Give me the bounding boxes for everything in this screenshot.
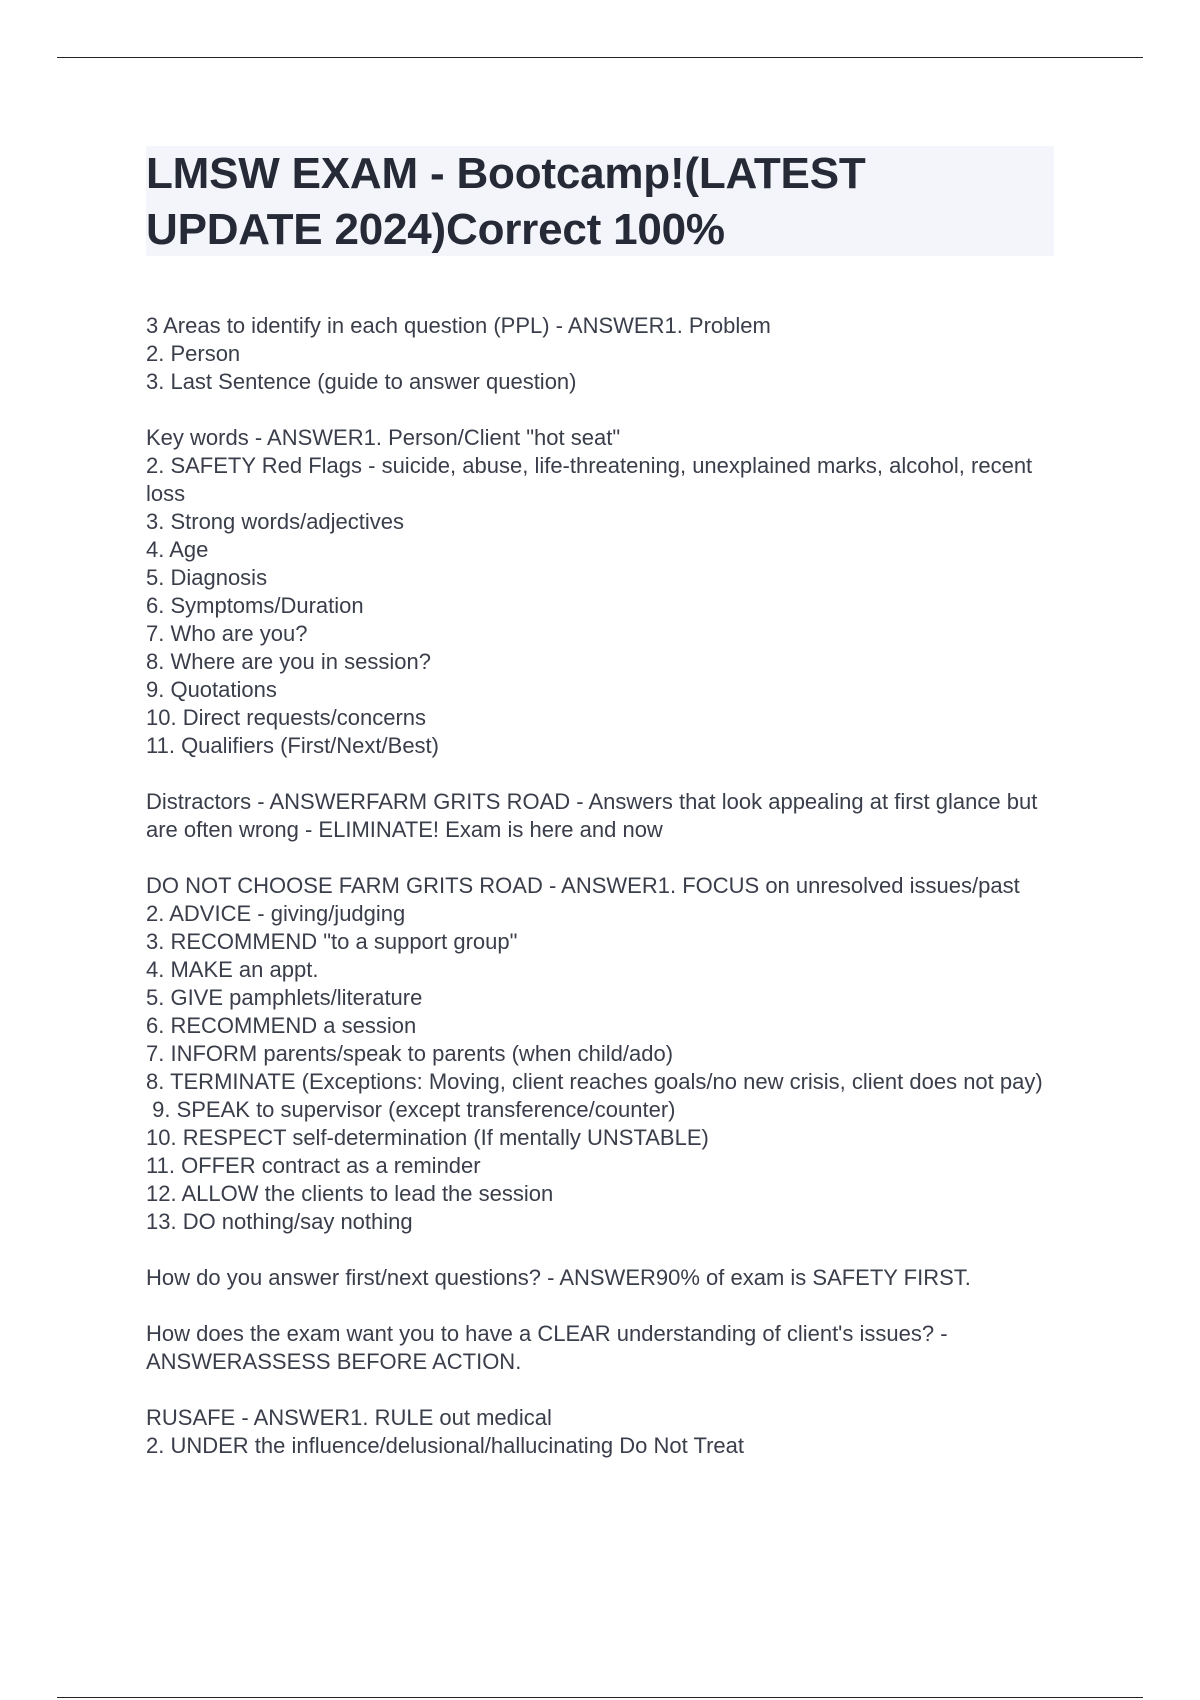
text-line: Distractors - ANSWERFARM GRITS ROAD - Answers that look appealing at first glance but are often wrong - ELIMINATE! Exam is here and now [146, 789, 1044, 842]
text-line: 9. SPEAK to supervisor (except transference/counter) [146, 1097, 676, 1122]
text-line: RUSAFE - ANSWER1. RULE out medical [146, 1405, 552, 1430]
text-line: 2. UNDER the influence/delusional/hallucinating Do Not Treat [146, 1433, 744, 1458]
qa-block-key-words [146, 424, 1056, 760]
text-line: Key words - ANSWER1. Person/Client "hot seat" [146, 425, 621, 450]
text-line: 10. Direct requests/concerns [146, 705, 427, 730]
text-line: How does the exam want you to have a CLEAR understanding of client's issues? - ANSWERASSESS BEFORE ACTION. [146, 1321, 953, 1374]
qa-block-clear-understanding [146, 1320, 1056, 1376]
text-line: 5. Diagnosis [146, 565, 268, 590]
text-line: 5. GIVE pamphlets/literature [146, 985, 423, 1010]
text-line: 3. RECOMMEND "to a support group" [146, 929, 518, 954]
text-line: 12. ALLOW the clients to lead the session [146, 1181, 554, 1206]
text-line: 3. Strong words/adjectives [146, 509, 405, 534]
text-line: 3 Areas to identify in each question (PPL) - ANSWER1. Problem [146, 313, 771, 338]
text-line: 7. INFORM parents/speak to parents (when child/ado) [146, 1041, 674, 1066]
qa-block-farm-grits-road [146, 872, 1056, 1236]
text-line: 3. Last Sentence (guide to answer question) [146, 369, 577, 394]
top-rule [57, 57, 1143, 58]
text-line: 2. ADVICE - giving/judging [146, 901, 406, 926]
text-line: 11. Qualifiers (First/Next/Best) [146, 733, 439, 758]
text-line: 8. Where are you in session? [146, 649, 431, 674]
text-line: 2. SAFETY Red Flags - suicide, abuse, life-threatening, unexplained marks, alcohol, recent loss [146, 453, 1039, 506]
text-line: 8. TERMINATE (Exceptions: Moving, client reaches goals/no new crisis, client does not pay) [146, 1069, 1043, 1094]
qa-block-ppl [146, 312, 1056, 396]
text-line: 4. Age [146, 537, 209, 562]
text-line: 4. MAKE an appt. [146, 957, 319, 982]
text-line: 2. Person [146, 341, 241, 366]
qa-block-first-next [146, 1264, 1056, 1292]
title-banner [146, 146, 1054, 256]
text-line: 9. Quotations [146, 677, 277, 702]
qa-block-distractors [146, 788, 1056, 844]
text-line: How do you answer first/next questions? - ANSWER90% of exam is SAFETY FIRST. [146, 1265, 971, 1290]
qa-block-rusafe [146, 1404, 1056, 1460]
bottom-rule [57, 1697, 1143, 1698]
text-line: 6. RECOMMEND a session [146, 1013, 417, 1038]
text-line: DO NOT CHOOSE FARM GRITS ROAD - ANSWER1. FOCUS on unresolved issues/past [146, 873, 1020, 898]
text-line: 11. OFFER contract as a reminder [146, 1153, 481, 1178]
text-line: 10. RESPECT self-determination (If mentally UNSTABLE) [146, 1125, 709, 1150]
document-title: LMSW EXAM - Bootcamp!(LATEST UPDATE 2024)Correct 100% [146, 149, 866, 254]
document-body [146, 312, 1056, 1488]
text-line: 6. Symptoms/Duration [146, 593, 364, 618]
text-line: 7. Who are you? [146, 621, 308, 646]
text-line: 13. DO nothing/say nothing [146, 1209, 413, 1234]
